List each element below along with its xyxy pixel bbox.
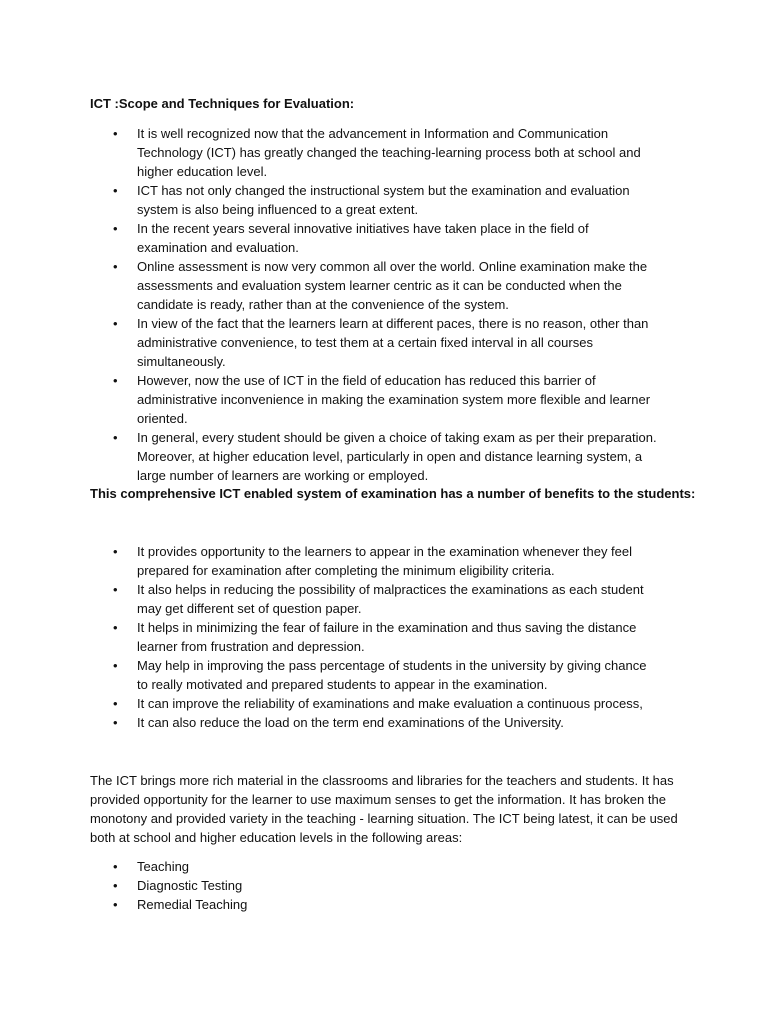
- list-item: • Remedial Teaching: [0, 895, 657, 914]
- list-item: • In the recent years several innovative initiatives have taken place in the field of examination and evaluation.: [0, 219, 657, 257]
- benefits-bullet-list: [0, 542, 657, 732]
- areas-bullet-list: [0, 857, 657, 914]
- list-item: • Diagnostic Testing: [0, 876, 657, 895]
- benefits-heading: This comprehensive ICT enabled system of examination has a number of benefits to the students:: [90, 486, 696, 501]
- list-item: • It is well recognized now that the advancement in Information and Communication Technology (ICT) has greatly changed the teaching-learning process both at school and higher education level.: [0, 124, 657, 181]
- list-item: • However, now the use of ICT in the field of education has reduced this barrier of administrative inconvenience in making the examination system more flexible and learner oriented.: [0, 371, 657, 428]
- list-item: • In general, every student should be given a choice of taking exam as per their preparation. Moreover, at higher education level, particularly in open and distance learning system, a large number of learners are working or employed.: [0, 428, 657, 485]
- document-title: ICT :Scope and Techniques for Evaluation:: [90, 96, 355, 111]
- list-item: • May help in improving the pass percentage of students in the university by giving chance to really motivated and prepared students to appear in the examination.: [0, 656, 657, 694]
- rich-material-paragraph: The ICT brings more rich material in the classrooms and libraries for the teachers and students. It has provided opportunity for the learner to use maximum senses to get the information. It has broken the monotony and provided variety in the teaching - learning situation. The ICT being latest, it can be used both at school and higher education levels in the following areas:: [90, 773, 678, 845]
- scope-bullet-list: [0, 124, 657, 485]
- list-item: • In view of the fact that the learners learn at different paces, there is no reason, other than administrative convenience, to test them at a certain fixed interval in all courses simultaneously.: [0, 314, 657, 371]
- list-item: • It helps in minimizing the fear of failure in the examination and thus saving the distance learner from frustration and depression.: [0, 618, 657, 656]
- list-item: • It can improve the reliability of examinations and make evaluation a continuous process,: [0, 694, 657, 713]
- list-item: • It also helps in reducing the possibility of malpractices the examinations as each student may get different set of question paper.: [0, 580, 657, 618]
- list-item: • Online assessment is now very common all over the world. Online examination make the assessments and evaluation system learner centric as it can be conducted when the candidate is ready, rather than at the convenience of the system.: [0, 257, 657, 314]
- list-item: • It provides opportunity to the learners to appear in the examination whenever they feel prepared for examination after completing the minimum eligibility criteria.: [0, 542, 657, 580]
- list-item: • ICT has not only changed the instructional system but the examination and evaluation system is also being influenced to a great extent.: [0, 181, 657, 219]
- list-item: • Teaching: [0, 857, 657, 876]
- list-item: • It can also reduce the load on the term end examinations of the University.: [0, 713, 657, 732]
